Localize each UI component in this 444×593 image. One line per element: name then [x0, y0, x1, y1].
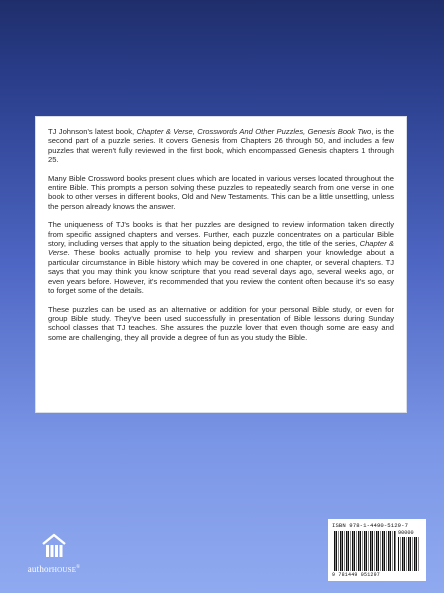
barcode-bar — [348, 531, 349, 571]
price-code: 90000 — [398, 530, 414, 536]
barcode-bar — [376, 531, 378, 571]
blurb-text: , is the second part of a puzzle series. It covers Genesis from Chapters 26 through 50, and includes a few puzzles that weren't fully reviewed in the first book, which encompassed Genesis chapters 1 through 25. — [48, 127, 395, 165]
barcode-bar — [375, 531, 376, 571]
blurb-text: . These books actually promise to help you review and sharpen your knowledge about a particular circumstance in Bible history which may be covered in one chapter, or several chapters. TJ says that you may think you know scripture that you read several days ago, several weeks ago, or even years before. However, it's recommended that you review the content often because it's so easy to forget some of the details. — [48, 248, 394, 296]
barcode-bar — [419, 537, 420, 571]
blurb-paragraph-4: These puzzles can be used as an alternative or addition for your personal Bible study, or even for group Bible study. They've been used successfully in presentation of Bible lessons during Sunday school classes that TJ teaches. She assures the puzzle lover that even though some are easy and some are challenging, they all provide a degree of fun as you study the Bible. — [48, 304, 394, 342]
barcode-bar — [339, 531, 340, 571]
barcode-bar — [342, 531, 343, 571]
barcode-bar — [404, 537, 405, 571]
blurb-text: The uniqueness of TJ's books is that her puzzles are designed to review information taken directly from specific assigned chapters and verses. Further, each puzzle concentrates on a particular Bible story, including verses that apply to the situation being depicted, ergo, the title of the series, — [48, 220, 394, 249]
blurb-paragraph-1 — [48, 127, 394, 165]
series-title: Chapter & Verse — [48, 239, 394, 258]
barcode-bar — [363, 531, 364, 571]
barcode-bar — [408, 537, 410, 571]
barcode-digits: 9 781449 051297 — [332, 572, 381, 578]
barcode-bar — [387, 531, 388, 571]
barcode-bar — [402, 537, 404, 571]
barcode-bar — [394, 531, 396, 571]
barcode-bar — [351, 531, 352, 571]
barcode-bar — [346, 531, 348, 571]
barcode-bar — [364, 531, 366, 571]
publisher-name: authorHOUSE® — [27, 564, 81, 574]
blurb-paragraph-2: Many Bible Crossword books present clues which are located in various verses located throughout the entire Bible. This prompts a person solving these puzzles to repeatedly search from one verse in one book to other verses in different books, Old and New Testaments. This can be a little unsettling, unless the person already knows the answer. — [48, 173, 394, 211]
publisher-logo — [18, 532, 90, 580]
barcode-bar — [393, 531, 394, 571]
barcode-bar — [358, 531, 360, 571]
barcode-bar — [366, 531, 367, 571]
barcode-bar — [334, 531, 336, 571]
barcode-bar — [410, 537, 411, 571]
barcode-bar — [398, 537, 399, 571]
barcode-bar — [388, 531, 390, 571]
barcode-bar — [382, 531, 384, 571]
barcode-bar — [378, 531, 379, 571]
barcode-bar — [354, 531, 355, 571]
house-books-logo-icon — [40, 532, 68, 560]
barcode-bar — [352, 531, 354, 571]
barcode-bar — [390, 531, 391, 571]
isbn-barcode — [328, 519, 426, 581]
blurb-text: TJ Johnson's latest book, — [48, 127, 137, 136]
barcode-bar — [401, 537, 402, 571]
barcode-bar — [369, 531, 370, 571]
blurb-paragraph-3 — [48, 220, 394, 295]
barcode-bar — [340, 531, 342, 571]
barcode-bar — [407, 537, 408, 571]
price-barcode-bars — [398, 537, 421, 571]
barcode-bar — [370, 531, 372, 571]
barcode-bar — [384, 531, 385, 571]
barcode-bar — [414, 537, 416, 571]
isbn-label: ISBN 978-1-4490-5129-7 — [332, 522, 409, 529]
book-title: Chapter & Verse, Crosswords And Other Puzzles, Genesis Book Two — [136, 127, 372, 136]
barcode-bar — [372, 531, 373, 571]
barcode-bar — [345, 531, 346, 571]
barcode-bar — [357, 531, 358, 571]
barcode-bars — [334, 531, 396, 571]
barcode-bar — [416, 537, 417, 571]
description-panel — [35, 116, 407, 413]
barcode-bar — [336, 531, 337, 571]
barcode-bar — [360, 531, 361, 571]
barcode-bar — [381, 531, 382, 571]
barcode-bar — [413, 537, 414, 571]
